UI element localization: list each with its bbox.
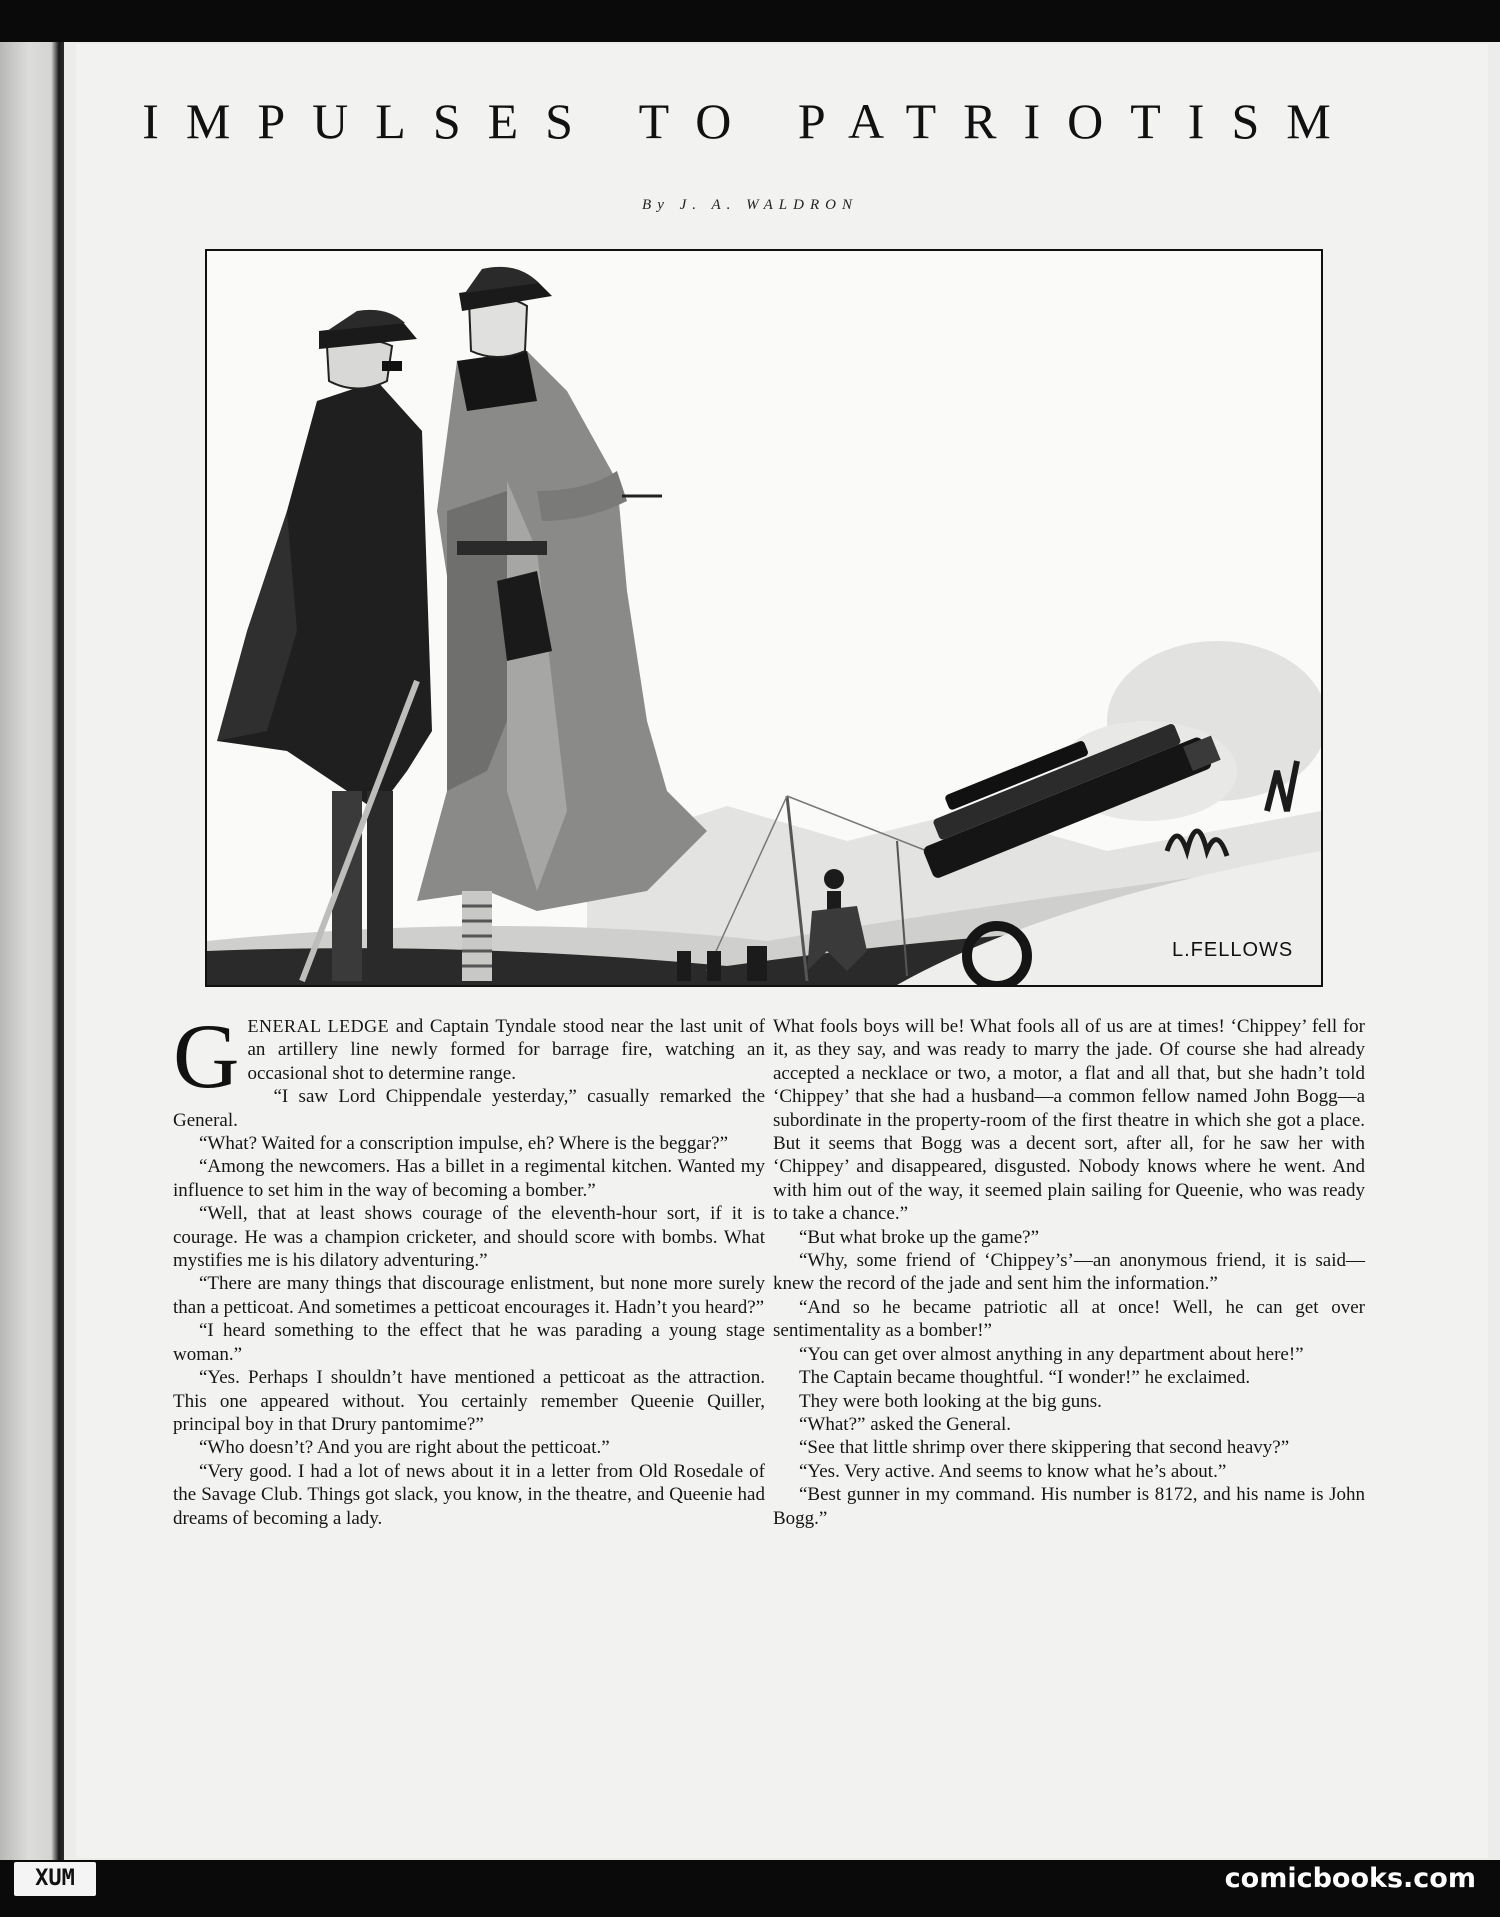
site-watermark: comicbooks.com (1224, 1863, 1476, 1894)
right-paragraph: “Yes. Very active. And seems to know what he’s about.” (799, 1460, 1227, 1482)
right-paragraph: “You can get over almost anything in any department about here!” (799, 1343, 1304, 1365)
illustration-signature: L.FELLOWS (1172, 939, 1294, 961)
source-badge: XUM (14, 1862, 96, 1896)
opening-small-caps: ENERAL LEDGE (247, 1016, 390, 1036)
article-column-left (173, 1005, 765, 1530)
left-paragraph: “Yes. Perhaps I shouldn’t have mentioned a petticoat as the attraction. This one appeared without. You certainly remember Queenie Quiller, principal boy in that Drury pantomime?” (173, 1367, 765, 1435)
right-paragraph: “Best gunner in my command. His number is 8172, and his name is John Bogg.” (773, 1484, 1365, 1529)
article-byline: By J. A. WALDRON (642, 197, 858, 213)
right-paragraph: “What?” asked the General. (799, 1413, 1012, 1435)
dropcap-letter: G (173, 1005, 240, 1107)
right-paragraph: They were both looking at the big guns. (799, 1390, 1102, 1412)
right-paragraph: “Why, some friend of ‘Chippey’s’—an anonymous friend, it is said—knew the record of the jade and sent him the information.” (773, 1250, 1365, 1295)
opening-paragraph-text: and Captain Tyndale stood near the last unit of an artillery line newly formed for barrage fire, watching an occasional shot to determine range. (247, 1016, 765, 1084)
right-paragraph: The Captain became thoughtful. “I wonder!” he exclaimed. (799, 1367, 1251, 1389)
article-title: IMPULSES TO PATRIOTISM (142, 93, 1358, 149)
left-paragraph: “What? Waited for a conscription impulse, eh? Where is the beggar?” (199, 1133, 729, 1155)
article-column-right (773, 1015, 1365, 1530)
right-paragraph: “But what broke up the game?” (799, 1226, 1040, 1248)
officers-with-artillery-drawing (207, 251, 1321, 985)
left-paragraph: “Among the newcomers. Has a billet in a regimental kitchen. Wanted my influence to set him in the way of becoming a bomber.” (173, 1156, 765, 1201)
right-paragraph: “See that little shrimp over there skippering that second heavy?” (799, 1437, 1290, 1459)
left-paragraph: “Very good. I had a lot of news about it in a letter from Old Rosedale of the Savage Club. Things got slack, you know, in the theatre, and Queenie had dreams of becoming a lady. (173, 1460, 765, 1529)
opening-paragraph (173, 1005, 765, 1107)
left-paragraph: “I heard something to the effect that he was parading a young stage woman.” (173, 1320, 765, 1365)
right-paragraph: “And so he became patriotic all at once! Well, he can get over sentimentality as a bomber!” (773, 1296, 1365, 1342)
article-illustration (205, 249, 1323, 987)
left-paragraph: “I saw Lord Chippendale yesterday,” casually remarked the General. (173, 1086, 765, 1131)
left-paragraph: “There are many things that discourage enlistment, but none more surely than a petticoat. And sometimes a petticoat encourages it. Hadn’t you heard?” (173, 1273, 765, 1318)
page-binding-edge (0, 42, 64, 1860)
right-paragraph: What fools boys will be! What fools all of us are at times! ‘Chippey’ fell for it, as they say, and was ready to marry the jade. Of course she had already accepted a necklace or two, a motor, a flat and all that, but she hadn’t told ‘Chippey’ that she had a husband—a common fellow named John Bogg—a subordinate in the property-room of the first theatre in which she got a place. But it seems that Bogg was a decent sort, after all, for he saw her with ‘Chippey’ and disappeared, disgusted. Nobody knows where he went. And with him out of the way, it seemed plain sailing for Queenie, who was ready to take a chance.” (773, 1016, 1365, 1225)
left-paragraph: “Who doesn’t? And you are right about the petticoat.” (199, 1437, 610, 1459)
left-paragraph: “Well, that at least shows courage of the eleventh-hour sort, if it is courage. He was a champion cricketer, and should score with bombs. What mystifies me is his dilatory adventuring.” (173, 1203, 765, 1272)
